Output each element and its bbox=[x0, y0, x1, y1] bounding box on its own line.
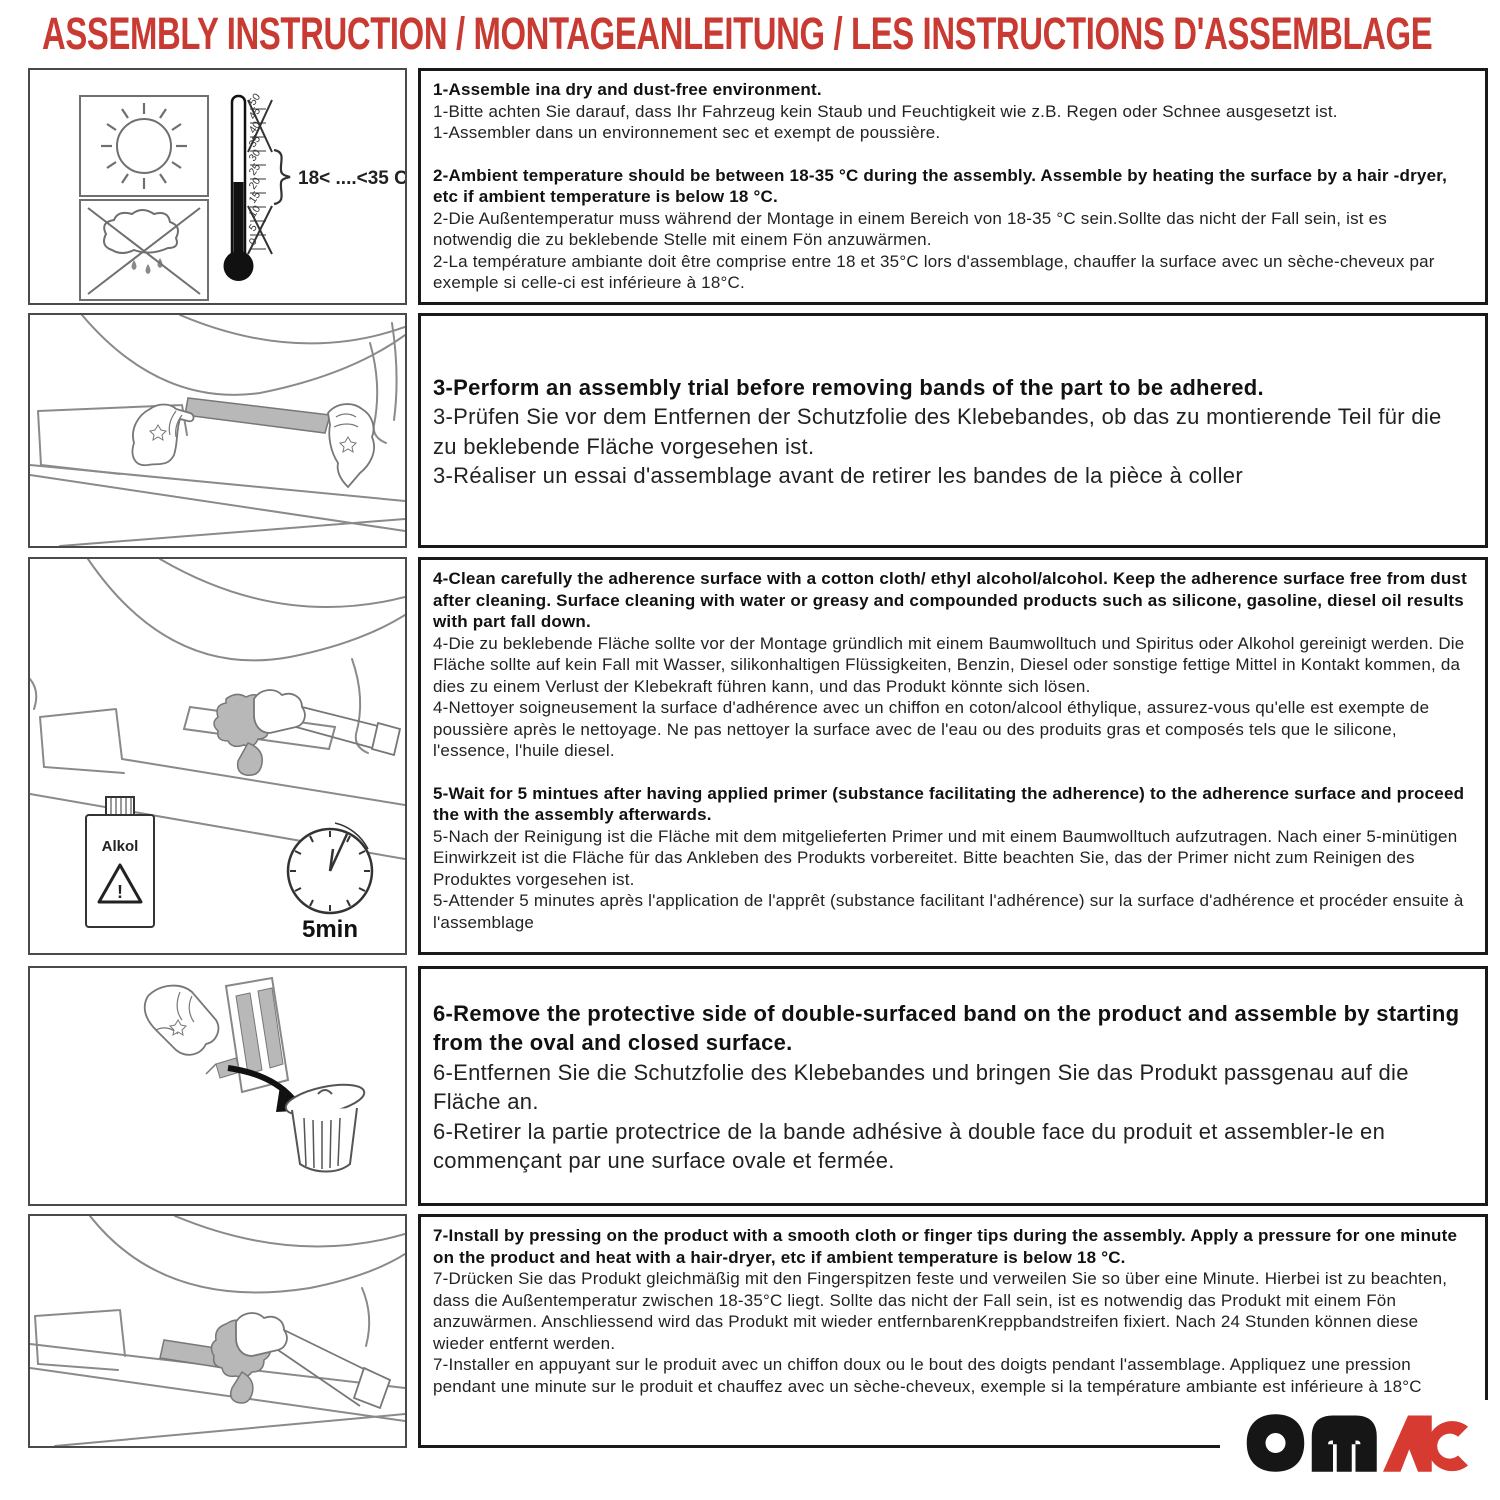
clock-label: 5min bbox=[301, 916, 359, 943]
step-2-section bbox=[433, 165, 1471, 294]
omac-logo-red-letters bbox=[1383, 1416, 1468, 1472]
trial-fit-illustration bbox=[28, 313, 407, 548]
step-7-section bbox=[433, 1225, 1471, 1397]
clock-icon bbox=[288, 823, 372, 943]
step-3-section bbox=[433, 373, 1471, 491]
svg-text:10: 10 bbox=[246, 203, 264, 220]
step-7-fr: 7-Installer en appuyant sur le produit avec un chiffon doux ou le bout des doigts pendant l'assemblage. Appliquez une pression pendant une minute sur le produit et chauffez avec un sèche-cheveux, exemple si la température ambiante est inférieure à 18°C bbox=[433, 1355, 1422, 1396]
range-brace bbox=[274, 150, 290, 204]
step-2-de: 2-Die Außentemperatur muss während der Montage in einem Bereich von 18-35 °C sein.Sollte das nicht der Fall sein, ist es notwendig die zu beklebende Stelle mit einem Fön anzuwärmen. bbox=[433, 208, 1387, 249]
step-6-de: 6-Entfernen Sie die Schutzfolie des Klebebandes und bringen Sie das Produkt passgenau auf die Fläche an. bbox=[433, 1059, 1409, 1114]
step-2-en: 2-Ambient temperature should be between 18-35 °C during the assembly. Assemble by heating the surface by a hair -dryer, etc if ambient temperature is below 18 °C. bbox=[433, 165, 1448, 206]
step-1-de: 1-Bitte achten Sie darauf, dass Ihr Fahrzeug kein Staub und Feuchtigkeit wie z.B. Regen oder Schnee ausgesetzt ist. bbox=[433, 101, 1338, 121]
page-title: ASSEMBLY INSTRUCTION / MONTAGEANLEITUNG / LES INSTRUCTIONS D'ASSEMBLAGE bbox=[42, 8, 1433, 59]
step-5-section bbox=[433, 783, 1471, 934]
step-6-en: 6-Remove the protective side of double-surfaced band on the product and assemble by starting from the oval and closed surface. bbox=[433, 1000, 1460, 1055]
step-3-de: 3-Prüfen Sie vor dem Entfernen der Schutzfolie des Klebebandes, ob das zu montierende Teil für die zu beklebende Fläche vorgesehen ist. bbox=[433, 404, 1442, 459]
step-3-fr: 3-Réaliser un essai d'assemblage avant de retirer les bandes de la pièce à coller bbox=[433, 463, 1243, 488]
step-7-en: 7-Install by pressing on the product with a smooth cloth or finger tips during the assembly. Apply a pressure for one minute on the product and heat with a hair-dryer, etc if ambient temperature is below 18 °C. bbox=[433, 1226, 1458, 1267]
sun-icon bbox=[117, 119, 171, 173]
svg-text:35: 35 bbox=[246, 133, 264, 150]
omac-logo-mark bbox=[1238, 1408, 1488, 1478]
door-sill-trial-icon bbox=[30, 315, 405, 546]
warning-mark: ! bbox=[117, 882, 123, 902]
temperature-range-label: 18< ....<35 C bbox=[298, 168, 405, 189]
right-hand-icon bbox=[328, 404, 374, 487]
step-4-en: 4-Clean carefully the adherence surface with a cotton cloth/ ethyl alcohol/alcohol. Keep the adherence surface free from dust after cleaning. Surface cleaning with water or greasy and compounded products such as silicone, gasoline, diesel oil results with part fall down. bbox=[433, 569, 1467, 631]
omac-logo-black-letters bbox=[1247, 1414, 1377, 1472]
step-6-text bbox=[418, 966, 1488, 1206]
svg-text:45: 45 bbox=[246, 105, 264, 122]
left-hand-icon bbox=[133, 405, 194, 466]
svg-text:20: 20 bbox=[246, 175, 264, 192]
cleaning-illustration bbox=[28, 557, 407, 955]
clean-surface-icon bbox=[30, 559, 405, 953]
pressing-hand-icon bbox=[211, 1313, 390, 1408]
step-5-fr: 5-Attender 5 minutes après l'application de l'apprêt (substance facilitant l'adhérence) sur la surface d'adhérence et procéder ensuite à l'assemblage bbox=[433, 891, 1464, 932]
alcohol-label: Alkol bbox=[101, 838, 139, 855]
svg-text:15: 15 bbox=[246, 189, 264, 206]
step-4-de: 4-Die zu beklebende Fläche sollte vor der Montage gründlich mit einem Baumwolltuch und Spiritus oder Alkohol gereinigt werden. Die Fläche sollte auf kein Fall mit Wasser, silikonhaltigen Flüssigkeiten, Benzin, Diesel oder sonstige fettige Mittel in Kontakt kommen, da dies zu einem Verlust der Klebekraft führen kann, und das Produkt könnte sich lösen. bbox=[433, 633, 1465, 696]
svg-text:25: 25 bbox=[246, 161, 264, 178]
step-5-de: 5-Nach der Reinigung ist die Fläche mit dem mitgelieferten Primer und mit einem Baumwolltuch aufzutragen. Nach einer 5-minütigen Einwirkzeit ist die Fläche für das Ankleben des Produkts vorbereitet. Bitte beachten Sie, das der Primer nicht zum Reinigen des Produktes vorgesehen ist. bbox=[433, 826, 1458, 889]
alcohol-bottle-icon bbox=[86, 797, 154, 927]
step-1-en: 1-Assemble ina dry and dust-free environment. bbox=[433, 80, 822, 99]
svg-text:30: 30 bbox=[246, 147, 264, 164]
svg-text:50: 50 bbox=[246, 91, 264, 108]
svg-text:0: 0 bbox=[246, 236, 260, 248]
trash-bin-icon bbox=[283, 1079, 367, 1172]
step-3-text bbox=[418, 313, 1488, 548]
step-1-section bbox=[433, 79, 1471, 144]
sill-trim-strip bbox=[185, 398, 330, 433]
svg-text:40: 40 bbox=[246, 119, 264, 136]
step-1-2-text bbox=[418, 68, 1488, 305]
thermometer-icon bbox=[224, 91, 406, 281]
step-4-fr: 4-Nettoyer soigneusement la surface d'adhérence avec un chiffon en coton/alcool éthylique, assurez-vous qu'elle est exempte de poussière après le nettoyage. Ne pas nettoyer la surface avec de l'eau ou des produits gras et composés tels que le silicone, l'essence, l'huile diesel. bbox=[433, 698, 1430, 760]
step-2-fr: 2-La température ambiante doit être comprise entre 18 et 35°C lors d'assemblage, chauffer la surface avec un sèche-cheveux par exemple si celle-ci est inférieure à 18°C. bbox=[433, 251, 1435, 292]
step-6-section bbox=[433, 999, 1471, 1176]
svg-text:5: 5 bbox=[246, 222, 260, 234]
press-product-illustration bbox=[28, 1214, 407, 1448]
step-4-section bbox=[433, 568, 1471, 762]
step-7-de: 7-Drücken Sie das Produkt gleichmäßig mit den Fingerspitzen feste und verweilen Sie so über eine Minute. Hierbei ist zu beachten, dass die Außentemperatur zwischen 18-35°C liegt. Sollte das nicht der Fall sein, ist es notwendig das Produkt mit einem Fön anzuwärmen. Anschliessend wird das Produkt mit wieder entfernbarenKreppbandstreifen fixiert. Nach 24 Stunden können diese wieder entfernt werden. bbox=[433, 1269, 1448, 1353]
rain-cloud-icon bbox=[104, 210, 178, 253]
step-6-fr: 6-Retirer la partie protectrice de la bande adhésive à double face du produit et assembler-le en commençant par une surface ovale et fermée. bbox=[433, 1118, 1386, 1173]
step-1-fr: 1-Assembler dans un environnement sec et exempt de poussière. bbox=[433, 123, 941, 142]
peel-band-illustration bbox=[28, 966, 407, 1206]
peeling-hand-icon bbox=[145, 986, 219, 1055]
step-3-en: 3-Perform an assembly trial before removing bands of the part to be adhered. bbox=[433, 374, 1264, 400]
omac-logo bbox=[1220, 1400, 1500, 1500]
remove-band-icon bbox=[30, 968, 405, 1204]
step-4-5-text bbox=[418, 557, 1488, 955]
step-5-en: 5-Wait for 5 mintues after having applied primer (substance facilitating the adherence) to the adherence surface and proceed the with the assembly afterwards. bbox=[433, 783, 1465, 824]
sun-rain-thermometer-icon bbox=[30, 70, 405, 303]
press-install-icon bbox=[30, 1216, 405, 1446]
environment-illustration bbox=[28, 68, 407, 305]
